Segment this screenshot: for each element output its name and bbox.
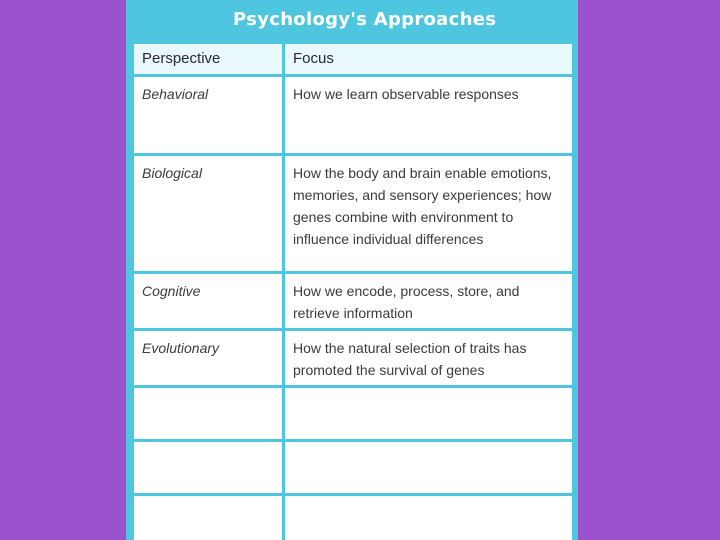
column-header-focus: Focus — [285, 44, 572, 74]
table-title: Psychology's Approaches — [233, 9, 497, 30]
perspective-cell: Biological — [134, 156, 282, 271]
perspective-cell: Evolutionary — [134, 331, 282, 385]
empty-table-row — [134, 388, 572, 439]
focus-cell: How we encode, process, store, and retrieve information — [285, 274, 572, 328]
empty-cell — [134, 388, 282, 439]
table-row — [134, 156, 572, 271]
approaches-table — [131, 41, 575, 540]
approaches-table-panel — [126, 0, 578, 540]
table-row — [134, 274, 572, 328]
focus-cell: How the body and brain enable emotions, memories, and sensory experiences; how genes combine with environment to influence individual differences — [285, 156, 572, 271]
empty-table-row — [134, 496, 572, 540]
table-row — [134, 77, 572, 153]
focus-cell: How we learn observable responses — [285, 77, 572, 153]
empty-cell — [134, 496, 282, 540]
table-row — [134, 331, 572, 385]
column-header-perspective: Perspective — [134, 44, 282, 74]
empty-cell — [285, 496, 572, 540]
focus-cell: How the natural selection of traits has promoted the survival of genes — [285, 331, 572, 385]
empty-cell — [285, 388, 572, 439]
perspective-cell: Cognitive — [134, 274, 282, 328]
empty-cell — [285, 442, 572, 493]
table-header-row — [134, 44, 572, 74]
empty-cell — [134, 442, 282, 493]
perspective-cell: Behavioral — [134, 77, 282, 153]
empty-table-row — [134, 442, 572, 493]
